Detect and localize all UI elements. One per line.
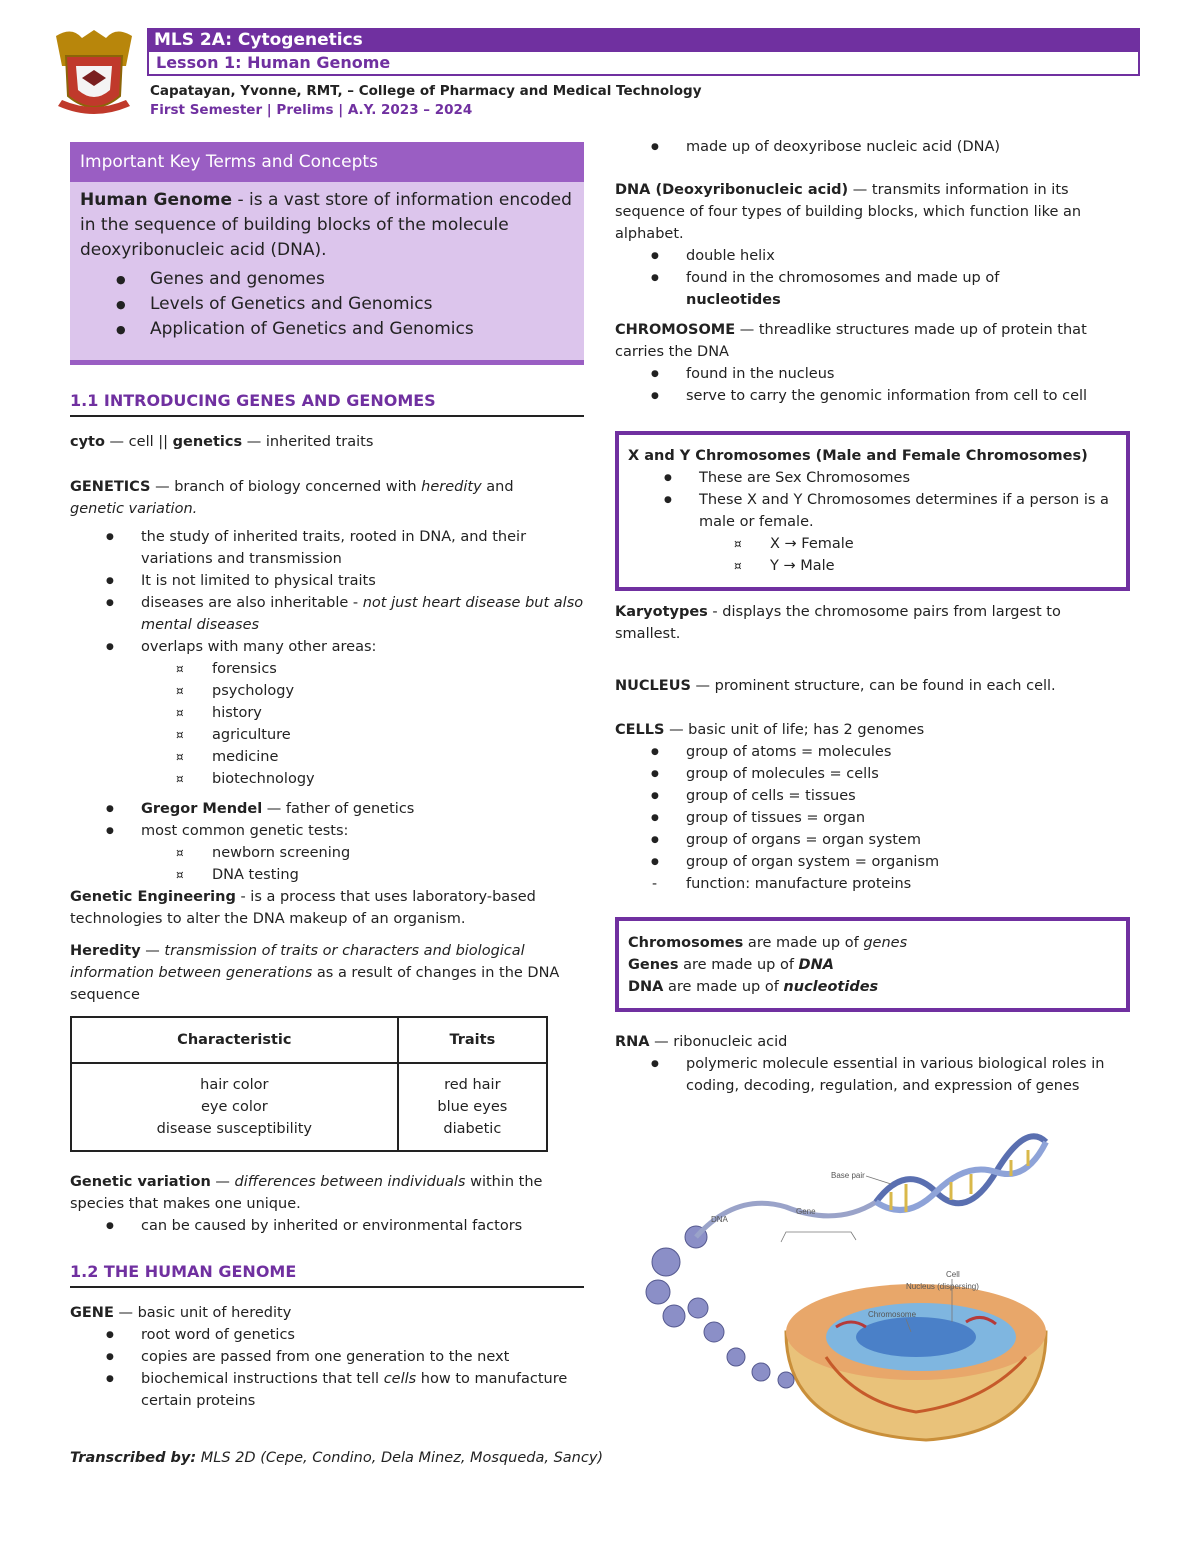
section-divider [70, 415, 584, 417]
list-item: ● double helix [615, 245, 1135, 267]
cells-definition: CELLS — basic unit of life; has 2 genomes [615, 722, 925, 738]
list-item: ● root word of genetics [70, 1324, 585, 1346]
sub-list-item: ¤ newborn screening [70, 842, 590, 864]
heredity-definition: Heredity — transmission of traits or characters and biological information between generations as a result of changes in the DNA sequence [70, 943, 560, 1003]
list-item: ● These X and Y Chromosomes determines if a person is a male or female. [628, 489, 1116, 533]
composition-line: Chromosomes are made up of genes [628, 935, 908, 951]
figure-label: Chromosome [868, 1310, 917, 1319]
table-header: Traits [398, 1017, 547, 1063]
list-item: ● copies are passed from one generation to the next [70, 1346, 585, 1368]
sub-list-item: ¤ psychology [70, 680, 590, 702]
right-column-middle [615, 601, 1130, 895]
characteristic-cell: hair color eye color disease susceptibility [71, 1063, 398, 1151]
genetic-variation-block [70, 1171, 585, 1237]
sex-chromosomes-box [615, 431, 1130, 591]
table-row [71, 1063, 547, 1151]
lesson-title-bar: Lesson 1: Human Genome [147, 52, 1140, 76]
dna-definition: DNA (Deoxyribonucleic acid) — transmits information in its sequence of four types of building blocks, which function like an alphabet. [615, 182, 1082, 242]
list-item: ● Genes and genomes [150, 267, 574, 292]
sub-list-item: ¤ biotechnology [70, 768, 590, 790]
section-heading-1-2: 1.2 THE HUMAN GENOME [70, 1262, 297, 1281]
university-seal-logo [52, 26, 136, 118]
sub-list-item: ¤ X → Female [628, 533, 1116, 555]
list-item: ● diseases are also inheritable - not just heart disease but also mental diseases [70, 592, 590, 636]
list-item: ● These are Sex Chromosomes [628, 467, 1116, 489]
list-item: ● the study of inherited traits, rooted in DNA, and their variations and transmission [70, 526, 590, 570]
key-terms-definition: Human Genome - is a vast store of information encoded in the sequence of building blocks of the molecule deoxyribonucleic acid (DNA). [80, 190, 572, 260]
composition-box [615, 917, 1130, 1012]
list-item: ● found in the chromosomes and made up of nucleotides [615, 267, 1135, 311]
dna-cell-illustration [636, 1132, 1056, 1442]
course-title-bar: MLS 2A: Cytogenetics [147, 28, 1140, 52]
traits-cell: red hair blue eyes diabetic [398, 1063, 547, 1151]
list-item: ● It is not limited to physical traits [70, 570, 590, 592]
gene-definition: GENE — basic unit of heredity [70, 1305, 292, 1321]
sex-chromosomes-title: X and Y Chromosomes (Male and Female Chromosomes) [628, 448, 1088, 464]
list-item: ● Levels of Genetics and Genomics [150, 292, 574, 317]
list-item: ● group of organs = organ system [615, 829, 1130, 851]
sub-list-item: ¤ forensics [70, 658, 590, 680]
table-header: Characteristic [71, 1017, 398, 1063]
sub-list-item: ¤ history [70, 702, 590, 724]
genetics-definition: GENETICS — branch of biology concerned with heredity and genetic variation. [70, 479, 514, 517]
genetic-engineering-definition: Genetic Engineering - is a process that uses laboratory-based technologies to alter the DNA makeup of an organism. [70, 889, 536, 927]
list-item: ● group of atoms = molecules [615, 741, 1130, 763]
figure-label: DNA [711, 1215, 728, 1224]
author-line: Capatayan, Yvonne, RMT, – College of Pharmacy and Medical Technology [150, 83, 702, 99]
section-divider [70, 1286, 584, 1288]
list-item: ● Gregor Mendel — father of genetics [70, 798, 590, 820]
rna-definition: RNA — ribonucleic acid [615, 1034, 788, 1050]
list-item: ● group of cells = tissues [615, 785, 1130, 807]
genetic-variation-definition: Genetic variation — differences between individuals within the species that makes one unique. [70, 1174, 543, 1212]
section-heading-1-1: 1.1 INTRODUCING GENES AND GENOMES [70, 391, 436, 410]
key-terms-list [80, 267, 574, 342]
sub-list-item: ¤ Y → Male [628, 555, 1116, 577]
chromosome-definition: CHROMOSOME — threadlike structures made up of protein that carries the DNA [615, 322, 1087, 360]
composition-line: DNA are made up of nucleotides [628, 979, 879, 995]
list-item: ● made up of deoxyribose nucleic acid (DNA) [615, 136, 1135, 158]
sub-list-item: ¤ medicine [70, 746, 590, 768]
gene-block [70, 1302, 585, 1412]
figure-label: Nucleus (dispersing) [906, 1282, 979, 1291]
list-item: - function: manufacture proteins [615, 873, 1130, 895]
list-item: ● biochemical instructions that tell cells how to manufacture certain proteins [70, 1368, 585, 1412]
sub-list-item: ¤ agriculture [70, 724, 590, 746]
left-column-body [70, 431, 590, 1006]
list-item: ● most common genetic tests: [70, 820, 590, 842]
figure-label: Gene [796, 1207, 816, 1216]
list-item: ● group of tissues = organ [615, 807, 1130, 829]
figure-label: Cell [946, 1270, 960, 1279]
list-item: ● serve to carry the genomic information from cell to cell [615, 385, 1135, 407]
composition-line: Genes are made up of DNA [628, 957, 834, 973]
cyto-line: cyto — cell || genetics — inherited traits [70, 434, 374, 450]
right-column-top [615, 136, 1135, 407]
list-item: ● group of molecules = cells [615, 763, 1130, 785]
key-terms-title: Important Key Terms and Concepts [70, 142, 584, 182]
list-item: ● can be caused by inherited or environmental factors [70, 1215, 585, 1237]
key-terms-box [70, 182, 584, 365]
list-item: ● polymeric molecule essential in various biological roles in coding, decoding, regulation, and expression of genes [615, 1053, 1130, 1097]
list-item: ● Application of Genetics and Genomics [150, 317, 574, 342]
sub-list-item: ¤ DNA testing [70, 864, 590, 886]
footer-credit: Transcribed by: MLS 2D (Cepe, Condino, Dela Minez, Mosqueda, Sancy) [70, 1450, 604, 1466]
traits-table [70, 1016, 548, 1152]
list-item: ● group of organ system = organism [615, 851, 1130, 873]
list-item: ● overlaps with many other areas: [70, 636, 590, 658]
semester-line: First Semester | Prelims | A.Y. 2023 – 2024 [150, 102, 473, 118]
figure-label: Base pair [831, 1171, 865, 1180]
nucleus-definition: NUCLEUS — prominent structure, can be found in each cell. [615, 678, 1056, 694]
list-item: ● found in the nucleus [615, 363, 1135, 385]
karyotypes-definition: Karyotypes - displays the chromosome pairs from largest to smallest. [615, 604, 1061, 642]
table-header-row [71, 1017, 547, 1063]
rna-block [615, 1031, 1130, 1097]
